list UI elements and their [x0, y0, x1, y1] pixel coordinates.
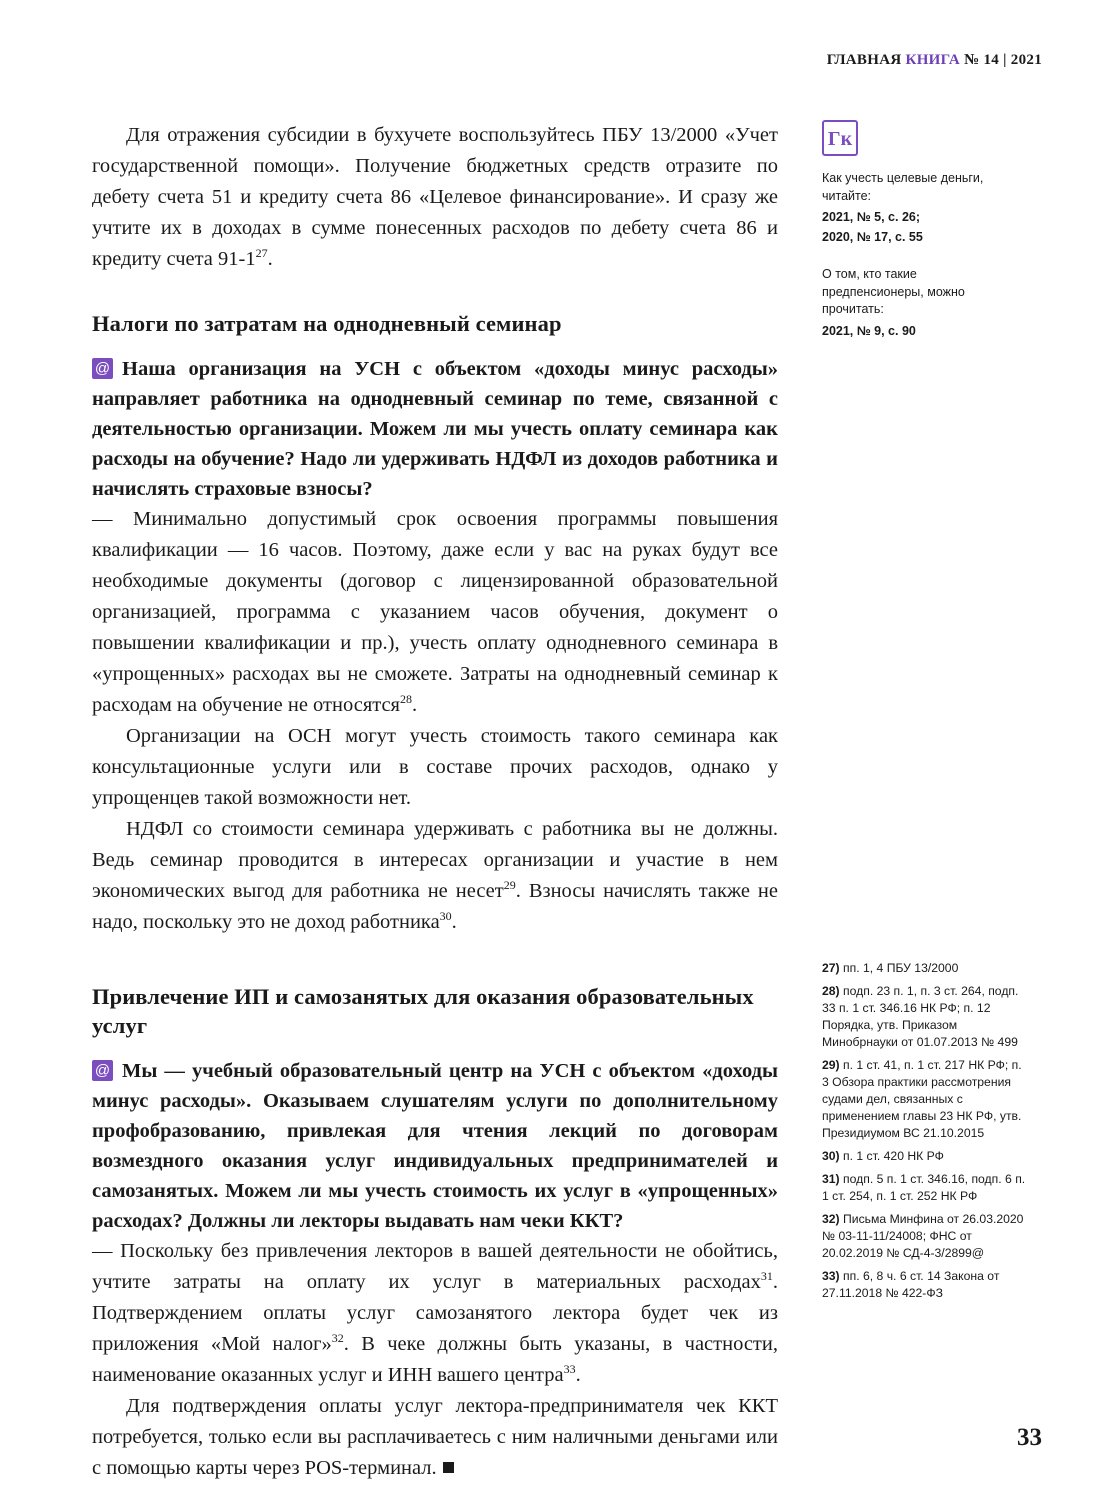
footnote-item: [822, 1211, 1028, 1262]
footnote-text: подп. 5 п. 1 ст. 346.16, подп. 6 п. 1 ст. 254, п. 1 ст. 252 НК РФ: [822, 1172, 1026, 1203]
page-number: 33: [1017, 1424, 1042, 1451]
footnote-ref-33: 33: [563, 1362, 576, 1377]
footnote-item: [822, 1268, 1028, 1302]
footnote-number: 28): [822, 984, 840, 998]
question-1-text: Наша организация на УСН с объектом «доходы минус расходы» направляет работника на однодневный семинар по теме, связанной с деятельностью организации. Можем ли мы учесть оплату семинара как расходы на обучение? Надо ли удерживать НДФЛ из доходов работника и начислять страховые взносы?: [92, 358, 778, 500]
main-column: [92, 120, 778, 1484]
footnote-ref-32: 32: [331, 1331, 344, 1346]
question-block-1: [92, 354, 778, 504]
intro-paragraph: [92, 120, 778, 275]
rail-note-2: О том, кто такие предпенсионеры, можно прочитать:: [822, 267, 965, 316]
footnote-item: [822, 960, 1028, 977]
footnote-ref-29: 29: [503, 878, 516, 893]
answer-1-p1-tail: .: [411, 694, 418, 716]
section-heading-taxes: Налоги по затратам на однодневный семинар: [92, 311, 562, 336]
question-1: [92, 354, 778, 504]
rail-note-1: Как учесть целевые деньги, читайте:: [822, 171, 984, 203]
at-icon: @: [92, 358, 113, 379]
footnote-number: 30): [822, 1149, 840, 1163]
footnote-item: [822, 983, 1028, 1051]
answer-2-p1-mid2: . В чеке должны быть указаны, в частности, наименование оказанных услуг и ИНН вашего центра: [92, 1333, 778, 1386]
footnote-ref-30: 30: [439, 909, 452, 924]
footnote-item: [822, 1171, 1028, 1205]
issue-label: № 14 | 2021: [964, 52, 1042, 68]
end-of-article-icon: [443, 1462, 454, 1473]
answer-2-paragraph-2: [92, 1391, 778, 1484]
answer-1-p3-mid: . Взносы начислять также не надо, поскольку это не доход работника: [92, 880, 778, 933]
footnote-ref-28: 28: [399, 692, 412, 707]
intro-tail: .: [267, 248, 273, 270]
footnote-item: [822, 1057, 1028, 1142]
answer-1-p1-text: — Минимально допустимый срок освоения программы повышения квалификации — 16 часов. Поэтому, даже если у вас на руках будут все необходимые документы (договор с лицензированной образовательной организацией, программа с указанием часов обучения, документ о повышении квалификации и пр.), учесть оплату однодневного семинара в «упрощенных» расходах вы не сможете. Затраты на однодневный семинар к расходам на обучение не относятся: [92, 508, 778, 716]
question-2-text: Мы — учебный образовательный центр на УСН с объектом «доходы минус расходы». Оказываем слушателям услуги по дополнительному профобразованию, привлекая для чтения лекций по договорам возмездного оказания услуг индивидуальных предпринимателей и самозанятых. Можем ли мы учесть стоимость их услуг в «упрощенных» расходах? Должны ли лекторы выдавать нам чеки ККТ?: [92, 1060, 778, 1232]
question-block-2: [92, 1056, 778, 1236]
at-icon: @: [92, 1060, 113, 1081]
rail-ref-2-line-1[interactable]: 2021, № 9, с. 90: [822, 323, 916, 338]
footnote-number: 29): [822, 1058, 840, 1072]
footnote-text: пп. 1, 4 ПБУ 13/2000: [843, 961, 959, 975]
answer-1-p3-text: НДФЛ со стоимости семинара удерживать с работника вы не должны. Ведь семинар проводится в интересах организации и участие в нем экономических выгод для работника не несет: [92, 818, 778, 902]
answer-2-p1-mid: . Подтверждением оплаты услуг самозанятого лектора будет чек из приложения «Мой налог»: [92, 1271, 778, 1355]
sidebar-references: [822, 120, 1022, 360]
answer-2-paragraph-1: [92, 1236, 778, 1391]
footnote-item: [822, 1148, 1028, 1165]
question-2: [92, 1056, 778, 1236]
answer-1-paragraph-2: Организации на ОСН могут учесть стоимость такого семинара как консультационные услуги или в составе прочих расходов, однако у упрощенцев такой возможности нет.: [92, 725, 778, 809]
brand-main: ГЛАВНАЯ: [826, 52, 902, 68]
answer-2-p1-start: — Поскольку без привлечения лекторов в вашей деятельности не обойтись, учтите затраты на оплату их услуг в материальных расходах: [92, 1240, 778, 1293]
footnote-ref-31: 31: [760, 1269, 773, 1284]
footnote-text: Письма Минфина от 26.03.2020 № 03-11-11/24008; ФНС от 20.02.2019 № СД-4-3/2899@: [822, 1212, 1024, 1260]
footnote-text: пп. 6, 8 ч. 6 ст. 14 Закона от 27.11.2018 № 422-ФЗ: [822, 1269, 1000, 1300]
section-heading-contractors: Привлечение ИП и самозанятых для оказания образовательных услуг: [92, 984, 754, 1038]
footnote-ref-27: 27: [255, 246, 268, 261]
rail-block-2: [822, 266, 1022, 340]
answer-1-paragraph-1: [92, 504, 778, 721]
intro-text: Для отражения субсидии в бухучете воспользуйтесь ПБУ 13/2000 «Учет государственной помощи». Получение бюджетных средств отразите по дебету счета 51 и кредиту счета 86 «Целевое финансирование». И сразу же учтите их в доходах в сумме понесенных расходов по дебету счета 86 и кредиту счета 91-1: [92, 124, 778, 270]
footnote-number: 31): [822, 1172, 840, 1186]
rail-block-1: [822, 170, 1022, 246]
footnote-text: п. 1 ст. 41, п. 1 ст. 217 НК РФ; п. 3 Обзора практики рассмотрения судами дел, связанных с применением главы 23 НК РФ, утв. Президиумом ВС 21.10.2015: [822, 1058, 1022, 1140]
rail-ref-1-line-1[interactable]: 2021, № 5, с. 26;: [822, 210, 921, 224]
footnote-number: 27): [822, 961, 840, 975]
answer-1-paragraph-3: [92, 814, 778, 938]
answer-2-p2-text: Для подтверждения оплаты услуг лектора-предпринимателя чек ККТ потребуется, только если вы расплачиваетесь с ним наличными деньгами или с помощью карты через POS-терминал.: [92, 1395, 778, 1479]
footnote-number: 32): [822, 1212, 840, 1226]
answer-1-p3-tail: .: [451, 911, 457, 933]
running-header: [827, 52, 1042, 69]
gk-logo-icon: Гк: [822, 120, 858, 156]
answer-2-p1-tail: .: [575, 1364, 581, 1386]
footnote-text: подп. 23 п. 1, п. 3 ст. 264, подп. 33 п. 1 ст. 346.16 НК РФ; п. 12 Порядка, утв. Приказом Минобрнауки от 01.07.2013 № 499: [822, 984, 1019, 1049]
footnotes-list: [822, 960, 1028, 1308]
rail-ref-1-line-2[interactable]: 2020, № 17, с. 55: [822, 229, 923, 244]
footnote-number: 33): [822, 1269, 840, 1283]
footnote-text: п. 1 ст. 420 НК РФ: [843, 1149, 944, 1163]
brand-accent: КНИГА: [905, 52, 960, 68]
